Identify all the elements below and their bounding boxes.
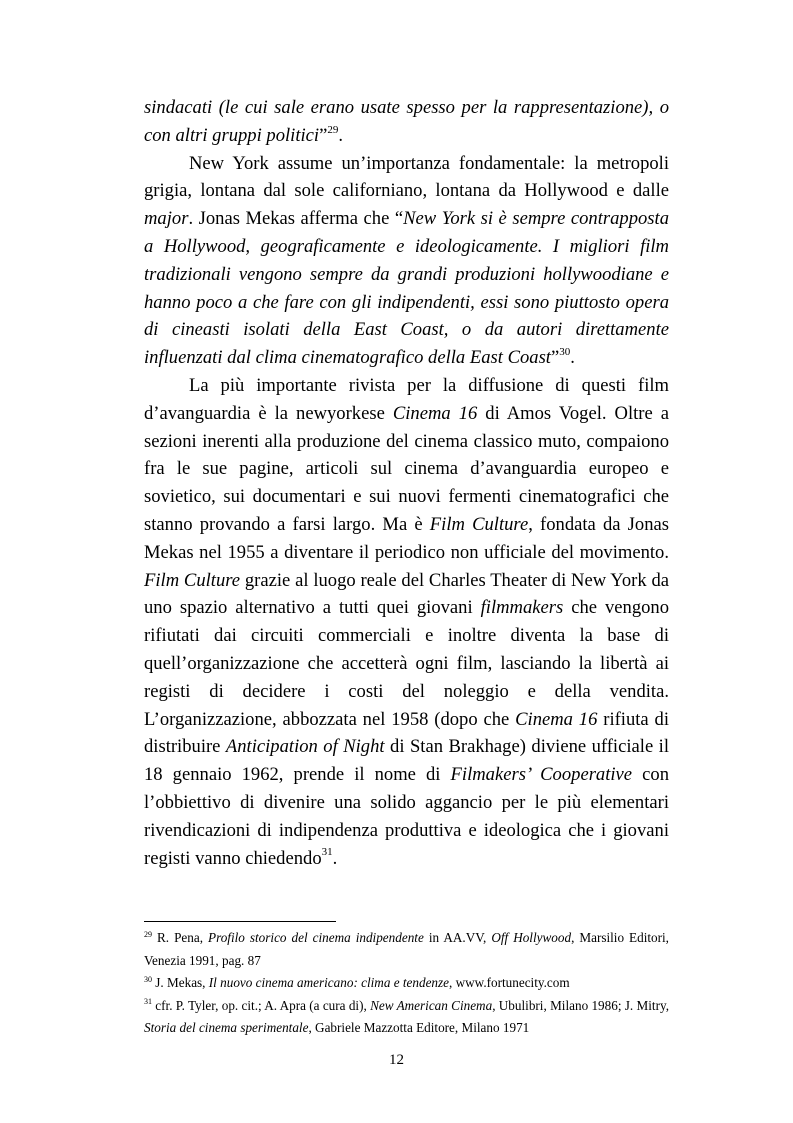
paragraph-new-york: New York assume un’importanza fondamentale: la metropoli grigia, lontana dal sole californiano, lontana da Hollywood e dalle major. Jonas Mekas afferma che “New York si è sempre contrapposta a Hollywood, geograficamente e ideologicamente. I migliori film tradizionali vengono sempre da grandi produzioni hollywoodiane e hanno poco a che fare con gli indipendenti, essi sono piuttosto opera di cineasti isolati della East Coast, o da autori direttamente influenzati dal clima cinematografico della East Coast”$^{30}$. (144, 152, 669, 369)
footnote-ref-31[interactable]: 31 (321, 846, 333, 859)
page-number: 12 (389, 1052, 404, 1068)
footnote-ref-29[interactable]: 29 (327, 123, 339, 136)
footnote-ref-30[interactable]: 30 (559, 345, 571, 358)
footnote-30: $^{30}$ J. Mekas, Il nuovo cinema americano: clima e tendenze, www.fortunecity.com (144, 974, 570, 991)
footnote-separator (144, 921, 336, 922)
paragraph-film-culture: La più importante rivista per la diffusione di questi film d’avanguardia è la newyorkese Cinema 16 di Amos Vogel. Oltre a sezioni inerenti alla produzione del cinema classico muto, compaiono fra le sue pagine, articoli sul cinema d’avanguardia europeo e sovietico, sui documentari e sui nuovi fermenti cinematografici che stanno provando a farsi largo. Ma è Film Culture, fondata da Jonas Mekas nel 1955 a diventare il periodico non ufficiale del movimento. Film Culture grazie al luogo reale del Charles Theater di New York da uno spazio alternativo a tutti quei giovani filmmakers che vengono rifiutati dai circuiti commerciali e inoltre diventa la base di quell’organizzazione che accetterà ogni film, lasciando la libertà ai registi di decidere i costi del noleggio e della vendita. L’organizzazione, abbozzata nel 1958 (dopo che Cinema 16 rifiuta di distribuire Anticipation of Night di Stan Brakhage) diviene ufficiale il 18 gennaio 1962, prende il nome di Filmakers’ Cooperative con l’obbiettivo di divenire una solido aggancio per le più elementari rivendicazioni di indipendenza produttiva e ideologica che i giovani registi vanno chiedendo$^{31}$. (144, 374, 670, 869)
body-text (144, 94, 669, 872)
footnote-29: $^{29}$ R. Pena, Profilo storico del cinema indipendente in AA.VV, Off Hollywood, Marsilio Editori, Venezia 1991, pag. 87 (144, 929, 669, 968)
footnote-31: $^{31}$ cfr. P. Tyler, op. cit.; A. Apra (a cura di), New American Cinema, Ubulibri, Milano 1986; J. Mitry, Storia del cinema sperimentale, Gabriele Mazzotta Editore, Milano 1971 (144, 997, 670, 1036)
footnotes (144, 927, 669, 1040)
paragraph-continued: sindacati (le cui sale erano usate spesso per la rappresentazione), o con altri gruppi politici”$^{29}$. (144, 97, 669, 146)
